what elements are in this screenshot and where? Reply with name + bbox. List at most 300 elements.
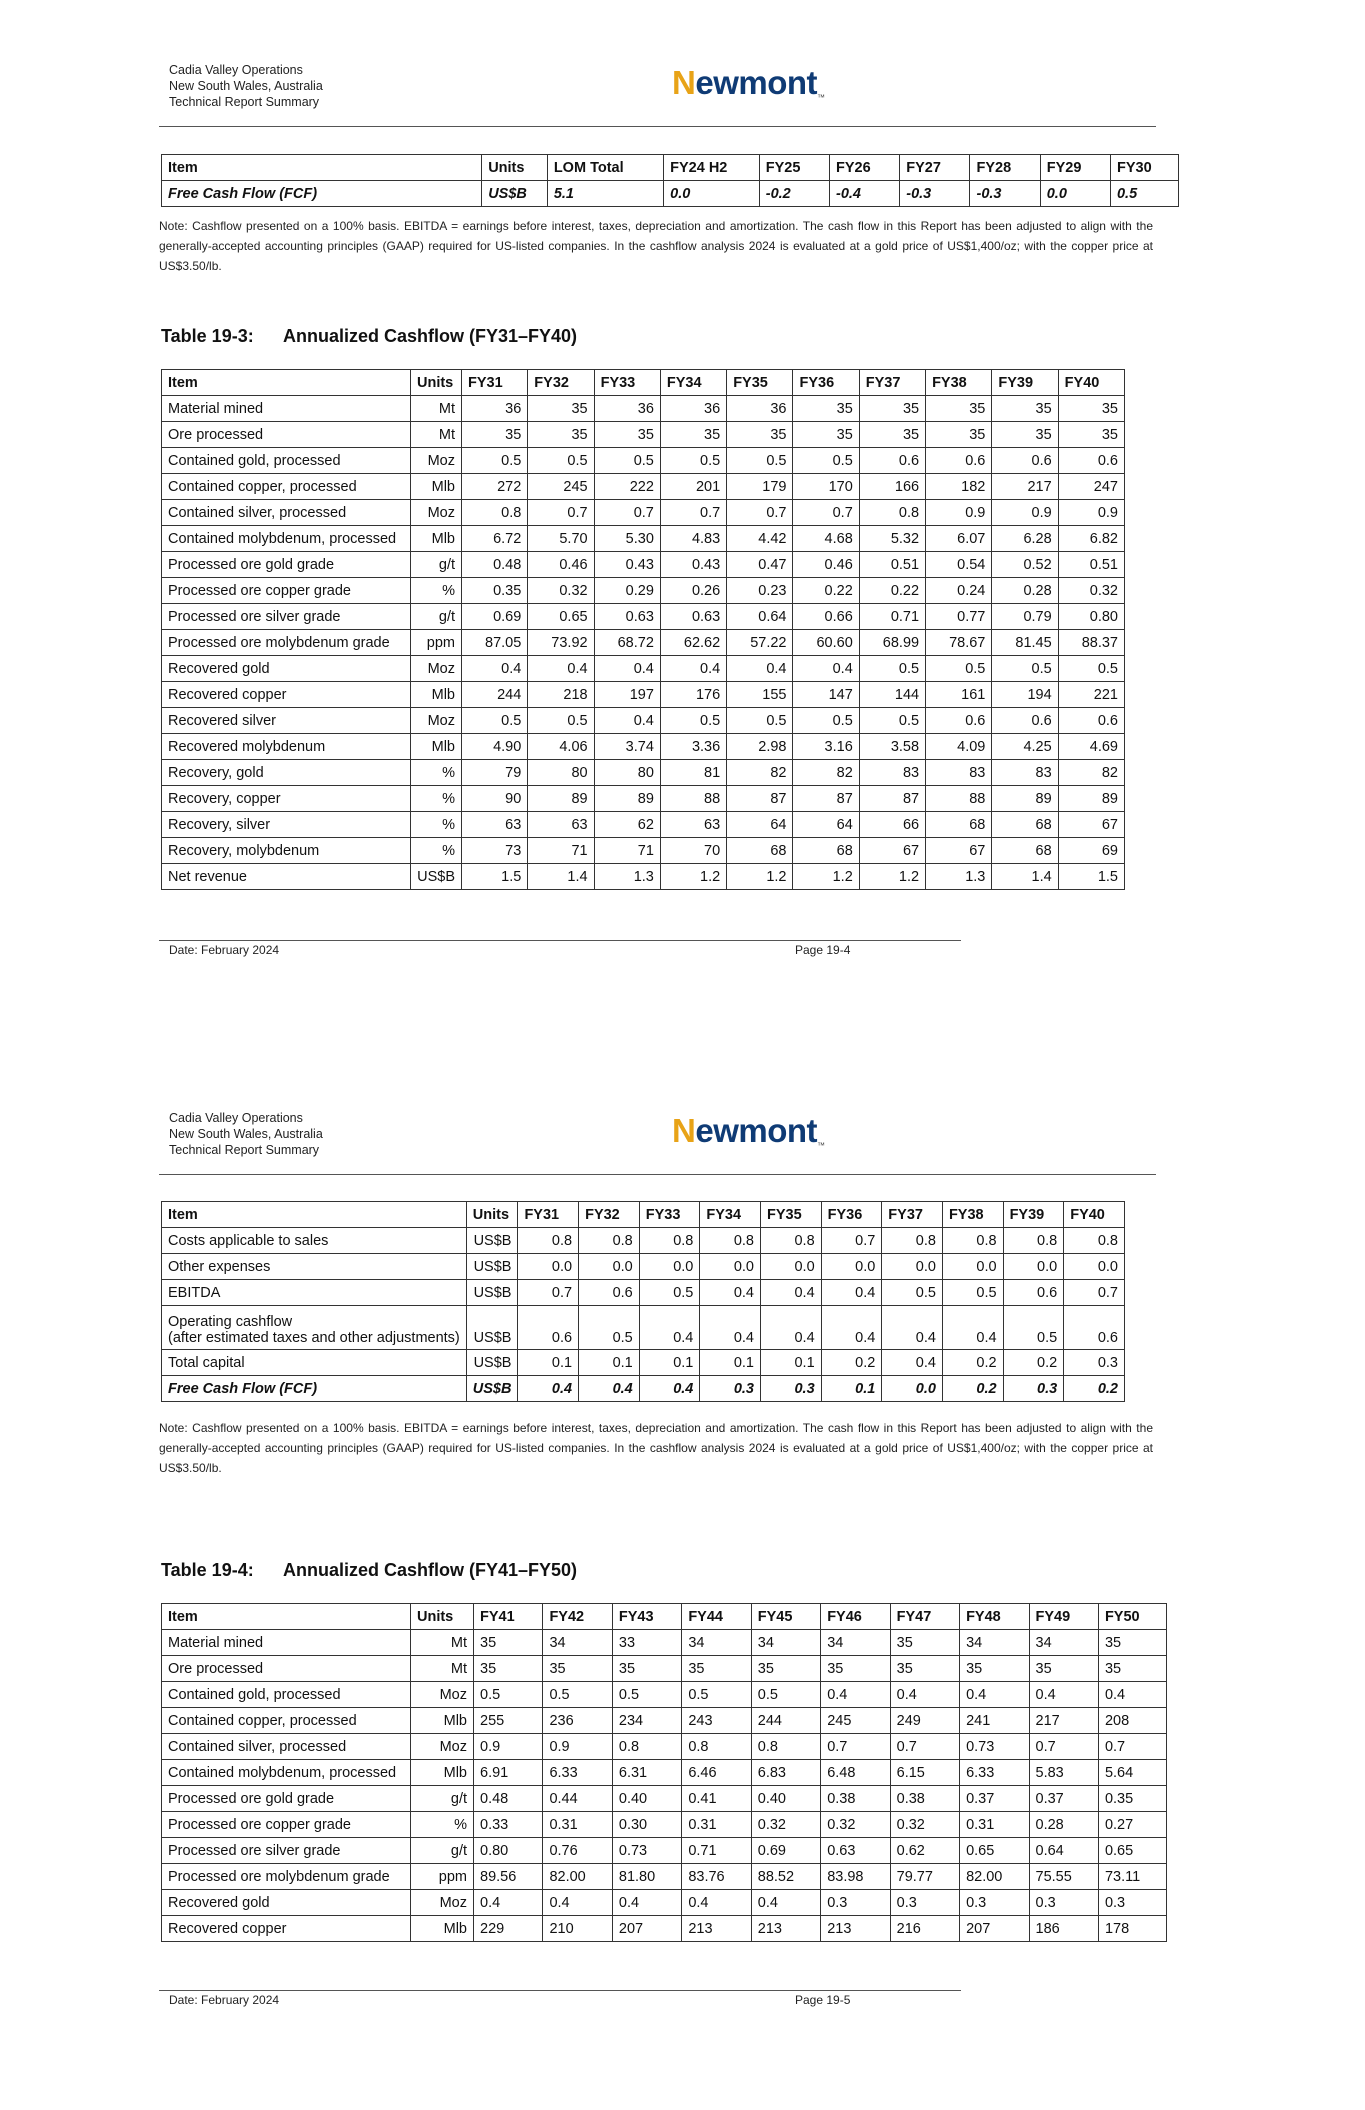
table-row: [162, 526, 1125, 552]
value-cell: 0.77: [926, 604, 992, 630]
unit-cell: Mt: [411, 1656, 474, 1682]
value-cell: 213: [751, 1916, 820, 1942]
value-cell: 6.46: [682, 1760, 751, 1786]
value-cell: 0.32: [751, 1812, 820, 1838]
newmont-logo: Newmont™: [672, 64, 825, 102]
unit-cell: Moz: [411, 1734, 474, 1760]
value-cell: 0.22: [859, 578, 925, 604]
row-label: Total capital: [162, 1350, 467, 1376]
value-cell: 0.5: [751, 1682, 820, 1708]
value-cell: 0.6: [926, 708, 992, 734]
value-cell: 6.15: [890, 1760, 959, 1786]
footer-date: Date: February 2024: [169, 943, 280, 957]
value-cell: 0.9: [1058, 500, 1124, 526]
value-cell: 0.6: [1058, 448, 1124, 474]
unit-cell: Moz: [411, 708, 462, 734]
value-cell: 0.48: [462, 552, 528, 578]
value-cell: 0.6: [992, 708, 1058, 734]
column-header: FY24 H2: [664, 155, 760, 181]
value-cell: 0.4: [612, 1890, 681, 1916]
footer-page-number: Page 19-5: [795, 1993, 851, 2007]
value-cell: 0.4: [639, 1376, 700, 1402]
value-cell: 35: [594, 422, 660, 448]
value-cell: 0.51: [859, 552, 925, 578]
value-cell: 70: [660, 838, 726, 864]
value-cell: 208: [1098, 1708, 1166, 1734]
value-cell: 79: [462, 760, 528, 786]
column-header: FY29: [1040, 155, 1110, 181]
value-cell: 35: [528, 422, 594, 448]
value-cell: 0.4: [821, 1682, 890, 1708]
value-cell: 0.0: [1040, 181, 1110, 207]
value-cell: 0.6: [859, 448, 925, 474]
unit-cell: US$B: [466, 1350, 518, 1376]
row-label: Contained gold, processed: [162, 1682, 411, 1708]
value-cell: 0.5: [1003, 1306, 1064, 1350]
value-cell: 166: [859, 474, 925, 500]
value-cell: 0.7: [821, 1734, 890, 1760]
value-cell: 0.63: [594, 604, 660, 630]
value-cell: 241: [960, 1708, 1029, 1734]
value-cell: 0.69: [462, 604, 528, 630]
value-cell: 0.7: [1029, 1734, 1098, 1760]
value-cell: 5.30: [594, 526, 660, 552]
value-cell: 35: [751, 1656, 820, 1682]
row-label: Contained gold, processed: [162, 448, 411, 474]
row-label: Recovered silver: [162, 708, 411, 734]
value-cell: 0.3: [821, 1890, 890, 1916]
value-cell: 0.1: [518, 1350, 579, 1376]
value-cell: 0.6: [518, 1306, 579, 1350]
value-cell: 213: [821, 1916, 890, 1942]
value-cell: 35: [926, 422, 992, 448]
value-cell: 87: [793, 786, 859, 812]
table-row: [162, 1786, 1167, 1812]
unit-cell: %: [411, 786, 462, 812]
row-label: Other expenses: [162, 1254, 467, 1280]
value-cell: 4.06: [528, 734, 594, 760]
value-cell: 6.48: [821, 1760, 890, 1786]
value-cell: 0.8: [882, 1228, 943, 1254]
value-cell: 249: [890, 1708, 959, 1734]
unit-cell: %: [411, 760, 462, 786]
unit-cell: g/t: [411, 604, 462, 630]
value-cell: 35: [960, 1656, 1029, 1682]
value-cell: 0.4: [474, 1890, 543, 1916]
value-cell: 62: [594, 812, 660, 838]
value-cell: 217: [1029, 1708, 1098, 1734]
value-cell: 0.31: [960, 1812, 1029, 1838]
row-label: Recovered copper: [162, 1916, 411, 1942]
table-row: [162, 422, 1125, 448]
column-header: FY33: [639, 1202, 700, 1228]
unit-cell: Mt: [411, 396, 462, 422]
unit-cell: %: [411, 812, 462, 838]
value-cell: 35: [474, 1656, 543, 1682]
value-cell: 4.09: [926, 734, 992, 760]
table-row: [162, 578, 1125, 604]
value-cell: 0.0: [664, 181, 760, 207]
table-row: [162, 864, 1125, 890]
row-label: EBITDA: [162, 1280, 467, 1306]
value-cell: 83: [992, 760, 1058, 786]
row-label: Operating cashflow (after estimated taxes and other adjustments): [162, 1306, 467, 1350]
table-caption: [161, 326, 577, 347]
value-cell: 0.3: [890, 1890, 959, 1916]
value-cell: 0.3: [1029, 1890, 1098, 1916]
value-cell: 34: [751, 1630, 820, 1656]
column-header: FY40: [1064, 1202, 1125, 1228]
table-row: [162, 1838, 1167, 1864]
table-row: [162, 1306, 1125, 1350]
value-cell: 0.1: [700, 1350, 761, 1376]
value-cell: 0.8: [612, 1734, 681, 1760]
row-label: Costs applicable to sales: [162, 1228, 467, 1254]
value-cell: 0.28: [1029, 1812, 1098, 1838]
value-cell: 222: [594, 474, 660, 500]
value-cell: 0.48: [474, 1786, 543, 1812]
table-row: [162, 760, 1125, 786]
value-cell: 217: [992, 474, 1058, 500]
value-cell: 0.41: [682, 1786, 751, 1812]
table-row: [162, 1376, 1125, 1402]
value-cell: 0.1: [579, 1350, 640, 1376]
value-cell: 0.4: [1029, 1682, 1098, 1708]
table-row: [162, 1350, 1125, 1376]
value-cell: 0.29: [594, 578, 660, 604]
unit-cell: Moz: [411, 656, 462, 682]
value-cell: 0.5: [462, 448, 528, 474]
value-cell: 4.90: [462, 734, 528, 760]
value-cell: 5.64: [1098, 1760, 1166, 1786]
value-cell: 144: [859, 682, 925, 708]
column-header: FY33: [594, 370, 660, 396]
value-cell: 0.28: [992, 578, 1058, 604]
value-cell: 5.83: [1029, 1760, 1098, 1786]
value-cell: 64: [727, 812, 793, 838]
column-header: FY35: [727, 370, 793, 396]
value-cell: 4.42: [727, 526, 793, 552]
value-cell: 4.83: [660, 526, 726, 552]
value-cell: 5.70: [528, 526, 594, 552]
value-cell: 87: [859, 786, 925, 812]
value-cell: 83: [926, 760, 992, 786]
row-label: Free Cash Flow (FCF): [162, 181, 482, 207]
value-cell: 0.7: [594, 500, 660, 526]
unit-cell: US$B: [466, 1254, 518, 1280]
column-header: FY40: [1058, 370, 1124, 396]
value-cell: 0.7: [821, 1228, 882, 1254]
value-cell: 0.1: [639, 1350, 700, 1376]
value-cell: 0.51: [1058, 552, 1124, 578]
value-cell: 0.5: [793, 708, 859, 734]
value-cell: 0.5: [859, 708, 925, 734]
value-cell: 73.92: [528, 630, 594, 656]
value-cell: 1.4: [992, 864, 1058, 890]
value-cell: 0.8: [751, 1734, 820, 1760]
value-cell: 35: [1098, 1630, 1166, 1656]
value-cell: 0.0: [700, 1254, 761, 1280]
value-cell: 87: [727, 786, 793, 812]
value-cell: 0.0: [761, 1254, 822, 1280]
value-cell: 6.31: [612, 1760, 681, 1786]
column-header: FY31: [462, 370, 528, 396]
value-cell: 0.35: [1098, 1786, 1166, 1812]
value-cell: 0.80: [474, 1838, 543, 1864]
table-row: [162, 630, 1125, 656]
row-label: Processed ore gold grade: [162, 552, 411, 578]
table-row: [162, 682, 1125, 708]
unit-cell: Moz: [411, 448, 462, 474]
value-cell: 178: [1098, 1916, 1166, 1942]
unit-cell: Mlb: [411, 734, 462, 760]
value-cell: 0.73: [612, 1838, 681, 1864]
value-cell: 0.5: [579, 1306, 640, 1350]
value-cell: 0.31: [543, 1812, 612, 1838]
column-header: FY46: [821, 1604, 890, 1630]
row-label: Recovered molybdenum: [162, 734, 411, 760]
header-line-1: Cadia Valley Operations: [169, 1111, 303, 1125]
column-header: FY47: [890, 1604, 959, 1630]
cashflow-note: Note: Cashflow presented on a 100% basis. EBITDA = earnings before interest, taxes, depreciation and amortization. The cash flow in this Report has been adjusted to align with the generally-accepted accounting principles (GAAP) required for US-listed companies. In the cashflow analysis 2024 is evaluated at a gold price of US$1,400/oz; with the copper price at US$3.50/lb.: [159, 219, 1153, 273]
value-cell: 0.8: [639, 1228, 700, 1254]
value-cell: 0.3: [1098, 1890, 1166, 1916]
row-label: Contained molybdenum, processed: [162, 1760, 411, 1786]
value-cell: 0.0: [1064, 1254, 1125, 1280]
column-header: Units: [411, 1604, 474, 1630]
value-cell: 63: [528, 812, 594, 838]
value-cell: 82: [793, 760, 859, 786]
value-cell: 88.52: [751, 1864, 820, 1890]
value-cell: 0.4: [821, 1280, 882, 1306]
value-cell: 0.23: [727, 578, 793, 604]
table-row: [162, 604, 1125, 630]
unit-cell: Mlb: [411, 474, 462, 500]
header-line-1: Cadia Valley Operations: [169, 63, 303, 77]
value-cell: 0.4: [700, 1306, 761, 1350]
value-cell: 6.91: [474, 1760, 543, 1786]
row-label: Processed ore copper grade: [162, 578, 411, 604]
column-header: Item: [162, 1604, 411, 1630]
value-cell: 0.6: [1058, 708, 1124, 734]
value-cell: 35: [793, 396, 859, 422]
value-cell: 3.36: [660, 734, 726, 760]
unit-cell: Moz: [411, 1682, 474, 1708]
value-cell: 36: [462, 396, 528, 422]
value-cell: -0.2: [759, 181, 829, 207]
value-cell: 0.32: [890, 1812, 959, 1838]
row-label: Contained silver, processed: [162, 500, 411, 526]
table-header-row: [162, 1202, 1125, 1228]
value-cell: 35: [859, 422, 925, 448]
value-cell: 0.5: [528, 708, 594, 734]
value-cell: 2.98: [727, 734, 793, 760]
value-cell: 0.2: [821, 1350, 882, 1376]
unit-cell: Mlb: [411, 526, 462, 552]
value-cell: 0.5: [727, 708, 793, 734]
value-cell: 0.8: [682, 1734, 751, 1760]
value-cell: 0.4: [942, 1306, 1003, 1350]
header-rule: [159, 126, 1156, 127]
value-cell: 0.0: [639, 1254, 700, 1280]
table-row: [162, 1682, 1167, 1708]
value-cell: 201: [660, 474, 726, 500]
row-label: Recovery, molybdenum: [162, 838, 411, 864]
value-cell: 0.7: [793, 500, 859, 526]
value-cell: 35: [793, 422, 859, 448]
unit-cell: Mt: [411, 1630, 474, 1656]
value-cell: 35: [890, 1630, 959, 1656]
column-header: FY27: [900, 155, 970, 181]
row-label: Contained molybdenum, processed: [162, 526, 411, 552]
value-cell: 68: [992, 838, 1058, 864]
unit-cell: Mlb: [411, 682, 462, 708]
column-header: FY43: [612, 1604, 681, 1630]
value-cell: 245: [821, 1708, 890, 1734]
value-cell: 0.4: [700, 1280, 761, 1306]
value-cell: 0.30: [612, 1812, 681, 1838]
header-line-3: Technical Report Summary: [169, 95, 320, 109]
unit-cell: Moz: [411, 1890, 474, 1916]
value-cell: 88: [926, 786, 992, 812]
unit-cell: %: [411, 1812, 474, 1838]
value-cell: 0.0: [518, 1254, 579, 1280]
annualized-cashflow-table-fy41-fy50: [161, 1603, 1167, 1942]
value-cell: 197: [594, 682, 660, 708]
value-cell: 0.4: [1098, 1682, 1166, 1708]
value-cell: 68: [992, 812, 1058, 838]
table-row: [162, 1760, 1167, 1786]
value-cell: 6.07: [926, 526, 992, 552]
value-cell: 0.76: [543, 1838, 612, 1864]
value-cell: 0.54: [926, 552, 992, 578]
unit-cell: US$B: [482, 181, 548, 207]
fcf-summary-table: [161, 154, 1179, 207]
unit-cell: Mlb: [411, 1916, 474, 1942]
value-cell: 35: [992, 422, 1058, 448]
value-cell: 216: [890, 1916, 959, 1942]
value-cell: 35: [1098, 1656, 1166, 1682]
table-row: [162, 552, 1125, 578]
row-label: Processed ore silver grade: [162, 604, 411, 630]
value-cell: 0.7: [727, 500, 793, 526]
value-cell: 68: [793, 838, 859, 864]
value-cell: 247: [1058, 474, 1124, 500]
value-cell: 0.79: [992, 604, 1058, 630]
value-cell: 0.66: [793, 604, 859, 630]
column-header: FY39: [992, 370, 1058, 396]
value-cell: 35: [528, 396, 594, 422]
unit-cell: g/t: [411, 552, 462, 578]
table-row: [162, 1812, 1167, 1838]
value-cell: 0.4: [682, 1890, 751, 1916]
value-cell: 60.60: [793, 630, 859, 656]
table-row: [162, 1916, 1167, 1942]
unit-cell: %: [411, 578, 462, 604]
value-cell: 0.4: [579, 1376, 640, 1402]
unit-cell: ppm: [411, 1864, 474, 1890]
value-cell: -0.3: [900, 181, 970, 207]
table-row: [162, 1708, 1167, 1734]
value-cell: 0.2: [1003, 1350, 1064, 1376]
unit-cell: Mlb: [411, 1760, 474, 1786]
row-label: Recovered copper: [162, 682, 411, 708]
value-cell: 35: [1058, 422, 1124, 448]
value-cell: 34: [682, 1630, 751, 1656]
column-header: FY48: [960, 1604, 1029, 1630]
value-cell: 0.5: [594, 448, 660, 474]
value-cell: 0.6: [579, 1280, 640, 1306]
value-cell: 6.28: [992, 526, 1058, 552]
column-header: FY37: [882, 1202, 943, 1228]
value-cell: 5.1: [547, 181, 663, 207]
value-cell: 0.52: [992, 552, 1058, 578]
header-line-2: New South Wales, Australia: [169, 1127, 323, 1141]
column-header: FY49: [1029, 1604, 1098, 1630]
value-cell: 35: [992, 396, 1058, 422]
value-cell: 229: [474, 1916, 543, 1942]
unit-cell: US$B: [466, 1228, 518, 1254]
column-header: FY32: [528, 370, 594, 396]
table-row: [162, 1864, 1167, 1890]
value-cell: 36: [594, 396, 660, 422]
value-cell: 1.3: [594, 864, 660, 890]
unit-cell: Mt: [411, 422, 462, 448]
table-caption: [161, 1560, 577, 1581]
value-cell: 0.3: [700, 1376, 761, 1402]
value-cell: 0.4: [882, 1350, 943, 1376]
unit-cell: Moz: [411, 500, 462, 526]
value-cell: 0.44: [543, 1786, 612, 1812]
table-row: [162, 1254, 1125, 1280]
value-cell: 88.37: [1058, 630, 1124, 656]
value-cell: 63: [660, 812, 726, 838]
value-cell: 34: [1029, 1630, 1098, 1656]
column-header: FY38: [926, 370, 992, 396]
value-cell: 0.5: [1110, 181, 1178, 207]
value-cell: 0.0: [1003, 1254, 1064, 1280]
value-cell: 83: [859, 760, 925, 786]
value-cell: 0.32: [821, 1812, 890, 1838]
footer-rule: [159, 940, 961, 941]
value-cell: 0.9: [474, 1734, 543, 1760]
value-cell: 0.63: [660, 604, 726, 630]
logo-text: ewmont: [695, 1112, 818, 1149]
row-label: Processed ore molybdenum grade: [162, 630, 411, 656]
value-cell: 0.35: [462, 578, 528, 604]
table-row: [162, 500, 1125, 526]
row-label: Recovered gold: [162, 656, 411, 682]
footer-rule: [159, 1990, 961, 1991]
column-header: FY34: [660, 370, 726, 396]
value-cell: 0.7: [1064, 1280, 1125, 1306]
value-cell: 6.72: [462, 526, 528, 552]
value-cell: 0.5: [882, 1280, 943, 1306]
value-cell: 0.5: [612, 1682, 681, 1708]
value-cell: 147: [793, 682, 859, 708]
value-cell: 0.31: [682, 1812, 751, 1838]
value-cell: 0.4: [639, 1306, 700, 1350]
value-cell: 0.5: [639, 1280, 700, 1306]
value-cell: 244: [462, 682, 528, 708]
row-label: Material mined: [162, 1630, 411, 1656]
table-row: [162, 396, 1125, 422]
value-cell: 0.4: [890, 1682, 959, 1708]
value-cell: 0.47: [727, 552, 793, 578]
value-cell: 80: [594, 760, 660, 786]
value-cell: 182: [926, 474, 992, 500]
value-cell: 64: [793, 812, 859, 838]
